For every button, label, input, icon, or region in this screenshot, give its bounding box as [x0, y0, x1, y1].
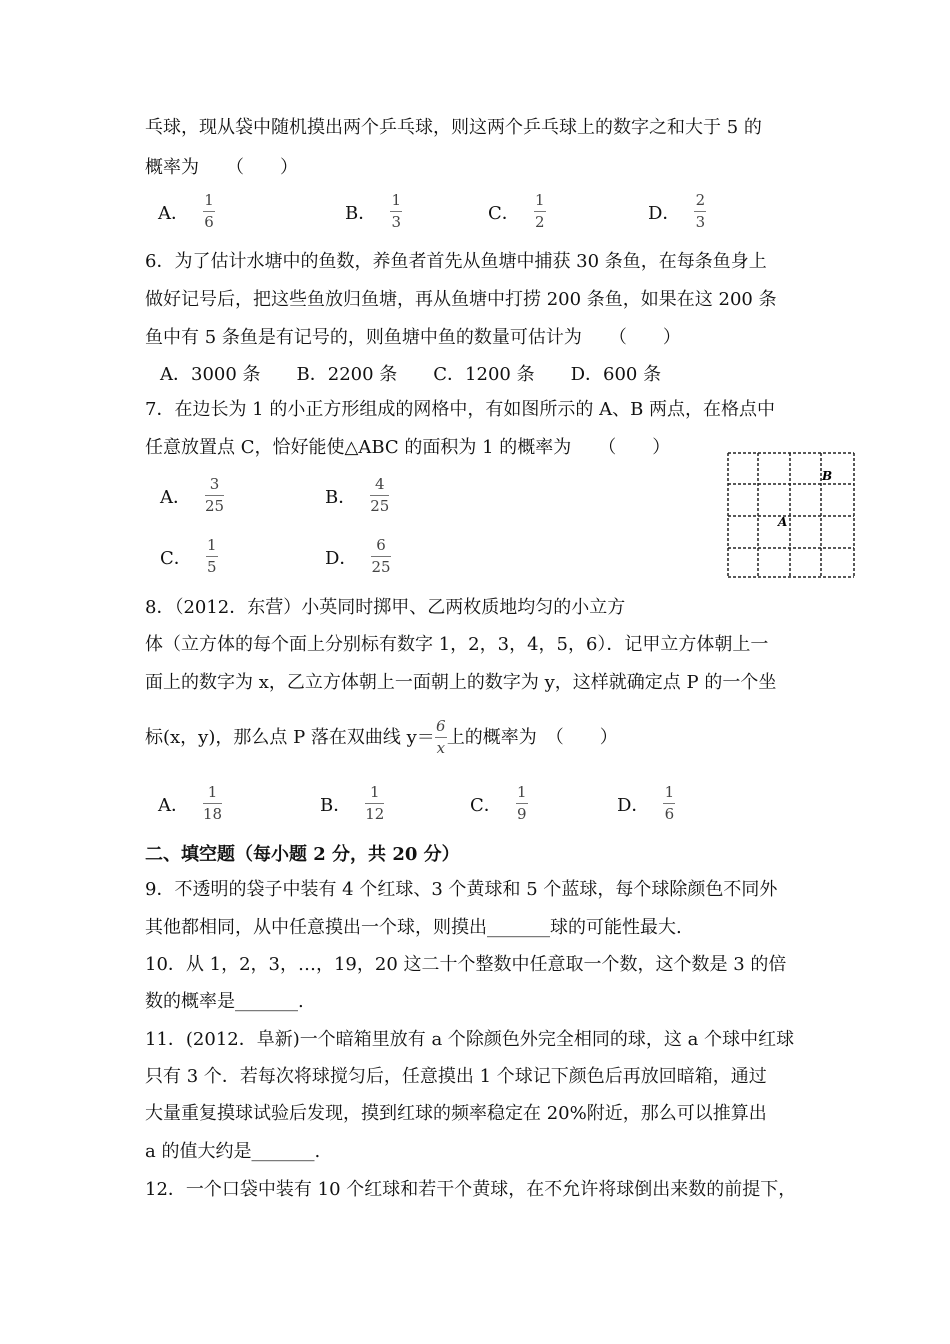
q5-option-c	[488, 192, 546, 231]
denominator: 18	[203, 805, 223, 823]
option-fraction	[205, 476, 224, 515]
q11-line2: 只有 3 个．若每次将球搅匀后，任意摸出 1 个球记下颜色后再放回暗箱，通过	[145, 1066, 767, 1087]
q8-option-a	[158, 784, 222, 823]
numerator: 1	[391, 191, 401, 209]
denominator: x	[436, 739, 446, 757]
q5-option-d	[648, 192, 706, 231]
denominator: 3	[391, 213, 401, 231]
numerator: 4	[375, 475, 385, 493]
numerator: 1	[207, 783, 218, 801]
numerator: 1	[517, 783, 527, 801]
option-fraction	[203, 192, 215, 231]
q8-line4	[145, 718, 618, 757]
q7-option-b	[325, 476, 389, 515]
option-label: C．	[488, 202, 520, 224]
option-label: A．	[158, 794, 189, 816]
option-fraction	[694, 192, 706, 231]
denominator: 12	[365, 805, 385, 823]
q8-option-b	[320, 784, 384, 823]
numerator: 6	[376, 536, 386, 554]
numerator: 1	[535, 191, 545, 209]
q7-line1: 7．在边长为 1 的小正方形组成的网格中，有如图所示的 A、B 两点，在格点中	[145, 399, 776, 420]
q5-line2: 概率为 （ ）	[145, 157, 298, 178]
q6-line2: 做好记号后，把这些鱼放归鱼塘，再从鱼塘中打捞 200 条鱼，如果在这 200 条	[145, 289, 777, 310]
q8-option-d	[617, 784, 675, 823]
q11-line3: 大量重复摸球试验后发现，摸到红球的频率稳定在 20%附近，那么可以推算出	[145, 1103, 767, 1124]
numerator: 1	[370, 783, 380, 801]
q5-line1: 乓球，现从袋中随机摸出两个乒乓球，则这两个乒乓球上的数字之和大于 5 的	[145, 117, 762, 138]
denominator: 25	[205, 497, 225, 515]
q7-line2: 任意放置点 C，恰好能使△ABC 的面积为 1 的概率为 （ ）	[145, 437, 671, 458]
numerator: 3	[209, 475, 220, 493]
q12-line1: 12．一个口袋中装有 10 个红球和若干个黄球，在不允许将球倒出来数的前提下，	[145, 1179, 797, 1200]
denominator: 2	[535, 213, 545, 231]
option-fraction	[390, 192, 402, 231]
denominator: 6	[664, 805, 675, 823]
option-fraction	[534, 192, 546, 231]
option-label: C．	[470, 794, 502, 816]
option-label: B．	[325, 486, 357, 508]
q7-option-a	[160, 476, 224, 515]
q6-line1: 6．为了估计水塘中的鱼数，养鱼者首先从鱼塘中捕获 30 条鱼，在每条鱼身上	[145, 251, 767, 272]
q5-option-b	[345, 192, 402, 231]
section-2-heading: 二、填空题（每小题 2 分，共 20 分）	[145, 844, 460, 865]
option-fraction	[206, 537, 218, 576]
q7-option-c	[160, 537, 218, 576]
option-label: C．	[160, 547, 192, 569]
q10-line2: 数的概率是_______.	[145, 991, 304, 1012]
point-a-label: A	[778, 515, 788, 529]
q5-option-a	[158, 192, 215, 231]
q8-line4-post: 上的概率为 （ ）	[446, 726, 618, 748]
option-label: B．	[320, 794, 352, 816]
q8-line3: 面上的数字为 x，乙立方体朝上一面朝上的数字为 y，这样就确定点 P 的一个坐	[145, 672, 777, 693]
option-fraction	[371, 537, 390, 576]
denominator: 25	[371, 558, 391, 576]
numerator: 1	[207, 536, 217, 554]
option-label: D．	[617, 794, 650, 816]
q7-option-d	[325, 537, 391, 576]
option-label: A．	[158, 202, 189, 224]
q8-line1: 8．（2012．东营）小英同时掷甲、乙两枚质地均匀的小立方	[145, 597, 626, 618]
option-fraction	[370, 476, 389, 515]
q6-line3: 鱼中有 5 条鱼是有记号的，则鱼塘中鱼的数量可估计为 （ ）	[145, 327, 681, 348]
option-label: D．	[648, 202, 681, 224]
q8-line2: 体（立方体的每个面上分别标有数字 1，2，3，4，5，6）．记甲立方体朝上一	[145, 634, 769, 655]
option-fraction	[203, 784, 222, 823]
hyperbola-fraction	[435, 718, 447, 757]
option-fraction	[516, 784, 528, 823]
denominator: 3	[695, 213, 706, 231]
q6-options: A．3000 条 B．2200 条 C．1200 条 D．600 条	[160, 364, 662, 385]
q11-line4: a 的值大约是_______.	[145, 1141, 321, 1162]
option-label: D．	[325, 547, 358, 569]
q8-line4-pre: 标(x，y)，那么点 P 落在双曲线 y＝	[145, 726, 435, 748]
numerator: 2	[695, 191, 706, 209]
numerator: 1	[204, 191, 214, 209]
option-fraction	[365, 784, 384, 823]
q11-line1: 11．(2012．阜新)一个暗箱里放有 a 个除颜色外完全相同的球，这 a 个球中红球	[145, 1029, 795, 1050]
numerator: 1	[664, 783, 675, 801]
numerator: 6	[436, 717, 446, 735]
denominator: 6	[204, 213, 214, 231]
q10-line1: 10．从 1，2，3，…，19，20 这二十个整数中任意取一个数，这个数是 3 的倍	[145, 954, 787, 975]
option-label: B．	[345, 202, 377, 224]
q9-line1: 9．不透明的袋子中装有 4 个红球、3 个黄球和 5 个蓝球，每个球除颜色不同外	[145, 879, 778, 900]
option-label: A．	[160, 486, 191, 508]
grid-figure	[727, 452, 855, 578]
denominator: 25	[370, 497, 390, 515]
q9-line2: 其他都相同，从中任意摸出一个球，则摸出_______球的可能性最大.	[145, 917, 682, 938]
q8-option-c	[470, 784, 528, 823]
denominator: 9	[517, 805, 527, 823]
option-fraction	[663, 784, 675, 823]
point-b-label: B	[822, 469, 833, 483]
denominator: 5	[207, 558, 217, 576]
